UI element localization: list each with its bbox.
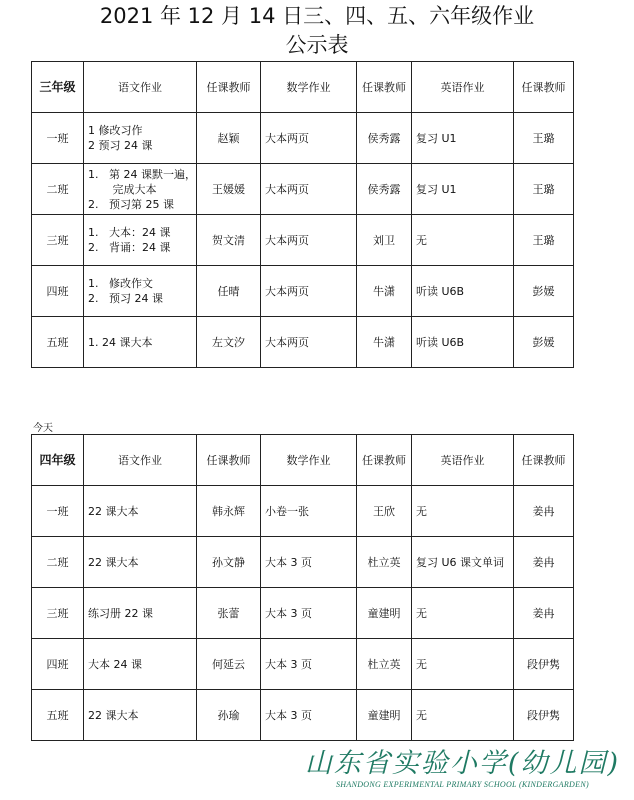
chinese-homework-line: 22 课大本 [88, 708, 139, 722]
header-math-teacher: 任课教师 [357, 435, 412, 486]
table-row [32, 588, 574, 639]
grade-3-homework-table [31, 61, 574, 368]
class-name-cell: 五班 [32, 317, 84, 368]
chinese-homework-line: 练习册 22 课 [88, 606, 153, 620]
class-name-cell: 三班 [32, 215, 84, 266]
math-homework-cell: 大本 3 页 [261, 639, 357, 690]
math-teacher-cell: 侯秀露 [357, 113, 412, 164]
math-teacher-cell: 牛潇 [357, 266, 412, 317]
chinese-teacher-cell: 任晴 [197, 266, 261, 317]
chinese-homework-cell [84, 690, 197, 741]
table-row [32, 215, 574, 266]
class-name-cell: 五班 [32, 690, 84, 741]
class-name-cell: 二班 [32, 537, 84, 588]
math-teacher-cell: 王欣 [357, 486, 412, 537]
table-header-row [32, 435, 574, 486]
math-teacher-cell: 童建明 [357, 588, 412, 639]
english-homework-cell: 复习 U6 课文单词 [412, 537, 514, 588]
table-row [32, 639, 574, 690]
math-homework-cell: 大本两页 [261, 317, 357, 368]
chinese-homework-cell [84, 113, 197, 164]
table-row [32, 486, 574, 537]
class-name-cell: 一班 [32, 113, 84, 164]
chinese-teacher-cell: 左文汐 [197, 317, 261, 368]
chinese-homework-line: 1. 修改作文 [88, 277, 153, 290]
math-teacher-cell: 侯秀露 [357, 164, 412, 215]
chinese-teacher-cell: 赵颖 [197, 113, 261, 164]
chinese-homework-line: 2. 预习第 25 课 [88, 197, 174, 211]
class-name-cell: 四班 [32, 639, 84, 690]
logo-chinese-name: 山东省实验小学(幼儿园) [304, 748, 620, 779]
header-english: 英语作业 [412, 62, 514, 113]
english-teacher-cell: 姜冉 [514, 588, 574, 639]
english-homework-cell: 无 [412, 639, 514, 690]
chinese-homework-line: 22 课大本 [88, 555, 139, 569]
title-line-2: 公示表 [285, 33, 349, 57]
class-name-cell: 四班 [32, 266, 84, 317]
math-teacher-cell: 杜立英 [357, 639, 412, 690]
header-chinese: 语文作业 [84, 62, 197, 113]
table-header-row [32, 62, 574, 113]
english-teacher-cell: 王璐 [514, 215, 574, 266]
chinese-teacher-cell: 孙瑜 [197, 690, 261, 741]
chinese-homework-cell [84, 317, 197, 368]
page-title [0, 2, 634, 60]
chinese-homework-cell [84, 486, 197, 537]
table-row [32, 266, 574, 317]
english-teacher-cell: 王璐 [514, 164, 574, 215]
chinese-homework-line: 1. 24 课大本 [88, 335, 153, 349]
english-homework-cell: 无 [412, 690, 514, 741]
table-row [32, 537, 574, 588]
grade-4-homework-table [31, 434, 574, 741]
math-homework-cell: 大本 3 页 [261, 588, 357, 639]
table-row [32, 317, 574, 368]
logo-english-name: SHANDONG EXPERIMENTAL PRIMARY SCHOOL (KINDERGARDEN) [336, 780, 589, 789]
chinese-teacher-cell: 张蕾 [197, 588, 261, 639]
header-english-teacher: 任课教师 [514, 435, 574, 486]
english-homework-cell: 无 [412, 486, 514, 537]
math-homework-cell: 大本两页 [261, 215, 357, 266]
chinese-homework-cell [84, 266, 197, 317]
chinese-homework-cell [84, 164, 197, 215]
table-row [32, 113, 574, 164]
class-name-cell: 三班 [32, 588, 84, 639]
chinese-homework-cell [84, 588, 197, 639]
chinese-teacher-cell: 王媛媛 [197, 164, 261, 215]
grade-label: 三年级 [32, 62, 84, 113]
english-teacher-cell: 彭媛 [514, 317, 574, 368]
math-homework-cell: 大本两页 [261, 164, 357, 215]
chinese-homework-line: 1. 第 24 课默一遍， [88, 167, 196, 181]
chinese-homework-cell [84, 639, 197, 690]
math-homework-cell: 大本两页 [261, 266, 357, 317]
header-math: 数学作业 [261, 435, 357, 486]
math-homework-cell: 大本 3 页 [261, 537, 357, 588]
english-teacher-cell: 彭媛 [514, 266, 574, 317]
english-homework-cell: 无 [412, 588, 514, 639]
chinese-teacher-cell: 贺文清 [197, 215, 261, 266]
english-homework-cell: 复习 U1 [412, 113, 514, 164]
chinese-homework-line: 22 课大本 [88, 504, 139, 518]
grade-label: 四年级 [32, 435, 84, 486]
english-homework-cell: 听读 U6B [412, 266, 514, 317]
english-teacher-cell: 段伊隽 [514, 690, 574, 741]
school-logo [305, 748, 620, 789]
today-label: 今天 [33, 423, 53, 434]
math-teacher-cell: 童建明 [357, 690, 412, 741]
header-english-teacher: 任课教师 [514, 62, 574, 113]
title-line-1: 2021 年 12 月 14 日三、四、五、六年级作业 [99, 4, 535, 28]
math-teacher-cell: 刘卫 [357, 215, 412, 266]
math-teacher-cell: 牛潇 [357, 317, 412, 368]
header-chinese-teacher: 任课教师 [197, 435, 261, 486]
chinese-homework-line: 1 修改习作 [88, 124, 143, 137]
table-row [32, 164, 574, 215]
chinese-homework-cell [84, 215, 197, 266]
header-math-teacher: 任课教师 [357, 62, 412, 113]
math-homework-cell: 大本 3 页 [261, 690, 357, 741]
chinese-homework-line: 完成大本 [88, 182, 157, 196]
chinese-teacher-cell: 孙文静 [197, 537, 261, 588]
english-homework-cell: 无 [412, 215, 514, 266]
math-homework-cell: 大本两页 [261, 113, 357, 164]
english-teacher-cell: 段伊隽 [514, 639, 574, 690]
chinese-teacher-cell: 何延云 [197, 639, 261, 690]
class-name-cell: 二班 [32, 164, 84, 215]
chinese-homework-line: 大本 24 课 [88, 657, 142, 671]
table-row [32, 690, 574, 741]
english-homework-cell: 听读 U6B [412, 317, 514, 368]
chinese-homework-line: 2 预习 24 课 [88, 139, 153, 152]
header-math: 数学作业 [261, 62, 357, 113]
english-teacher-cell: 姜冉 [514, 537, 574, 588]
chinese-homework-line: 2. 背诵：24 课 [88, 241, 171, 254]
english-homework-cell: 复习 U1 [412, 164, 514, 215]
english-teacher-cell: 姜冉 [514, 486, 574, 537]
chinese-homework-cell [84, 537, 197, 588]
header-chinese-teacher: 任课教师 [197, 62, 261, 113]
english-teacher-cell: 王璐 [514, 113, 574, 164]
chinese-homework-line: 2. 预习 24 课 [88, 292, 163, 305]
header-chinese: 语文作业 [84, 435, 197, 486]
chinese-homework-line: 1. 大本：24 课 [88, 226, 171, 239]
math-homework-cell: 小卷一张 [261, 486, 357, 537]
math-teacher-cell: 杜立英 [357, 537, 412, 588]
header-english: 英语作业 [412, 435, 514, 486]
class-name-cell: 一班 [32, 486, 84, 537]
chinese-teacher-cell: 韩永辉 [197, 486, 261, 537]
